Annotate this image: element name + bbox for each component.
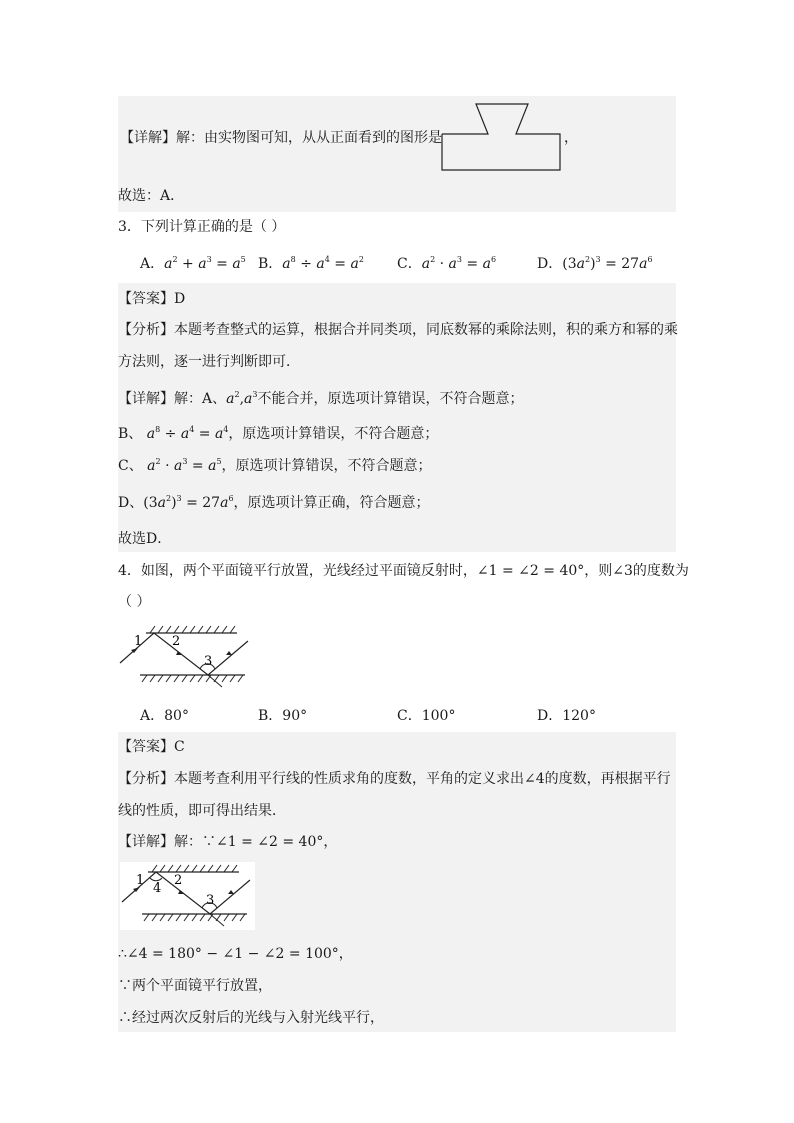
- q3-analysis-2: 方法则，逐一进行判断即可．: [118, 354, 300, 370]
- q4-option-b-label: B．: [258, 708, 283, 724]
- detail-text: 【详解】解：由实物图可知，从从正面看到的图形是: [120, 130, 442, 146]
- q3-detail-b-suffix: ，原选项计算错误，不符合题意；: [228, 426, 439, 442]
- mirror-figure-1: [120, 625, 250, 689]
- q3-detail-c-prefix: C、: [118, 458, 143, 474]
- q3-option-a-label: A．: [140, 256, 165, 272]
- mirror-figure-2: [122, 864, 252, 928]
- q3-stem: 3．下列计算正确的是（ ）: [118, 219, 286, 235]
- q3-answer: 【答案】D: [118, 291, 186, 307]
- q3-analysis-1: 【分析】本题考查整式的运算，根据合并同类项，同底数幂的乘除法则，积的乘方和幂的乘: [118, 322, 678, 338]
- q4-option-d: [537, 706, 596, 726]
- q3-option-c-label: C．: [397, 256, 422, 272]
- q4-option-b: [258, 706, 307, 726]
- q4-stem-tail: ，则∠3的度数为: [584, 563, 689, 579]
- q3-detail-c: C、 $a^2 \cdot a^3 = a^5$，原选项计算错误，不符合题意；: [118, 457, 432, 474]
- detail-suffix: ，: [564, 130, 578, 146]
- fig1-label-2: 2: [172, 634, 181, 649]
- q4-stem-2: （ ）: [118, 594, 151, 610]
- q3-option-a: A．$a^2 + a^3 = a^5$: [140, 255, 246, 272]
- q4-option-b-value: 90°: [282, 708, 308, 724]
- detail-line-top: [120, 128, 442, 148]
- q3-detail-d: D、$(3a^2)^3 = 27a^6$，原选项计算正确，符合题意；: [118, 494, 430, 511]
- front-view-figure: [442, 104, 562, 170]
- q3-detail-c-suffix: ，原选项计算错误，不符合题意；: [221, 458, 432, 474]
- fig2-label-2: 2: [174, 873, 183, 888]
- fig2-label-1: 1: [136, 873, 145, 888]
- fig2-label-3: 3: [206, 893, 215, 908]
- fig1-label-3: 3: [204, 654, 213, 669]
- q3-detail-d-suffix: ，原选项计算正确，符合题意；: [233, 495, 430, 511]
- q4-detail-1: 【详解】解：∵∠1 = ∠2 = 40°，: [118, 834, 338, 850]
- q4-answer: 【答案】C: [118, 739, 185, 755]
- q4-option-c-value: 100°: [421, 708, 456, 724]
- q3-option-d-label: D．: [537, 256, 563, 272]
- q4-option-d-value: 120°: [562, 708, 596, 724]
- q4-stem-math: ∠1 = ∠2 = 40°: [476, 563, 585, 579]
- q4-option-a-value: 80°: [164, 708, 189, 724]
- q3-choose: 故选D．: [118, 531, 172, 547]
- q4-option-a-label: A．: [140, 708, 165, 724]
- q4-analysis-1: 【分析】本题考查利用平行线的性质求角的度数，平角的定义求出∠4的度数，再根据平行: [118, 771, 671, 787]
- q3-option-c: C．$a^2 \cdot a^3 = a^6$: [397, 255, 497, 272]
- q3-option-b: B．$a^8 \div a^4 = a^2$: [258, 255, 364, 272]
- q3-option-b-label: B．: [258, 256, 283, 272]
- fig1-label-1: 1: [134, 634, 143, 649]
- q4-stem-text: 4．如图，两个平面镜平行放置，光线经过平面镜反射时，: [118, 563, 477, 579]
- answer-shade-1: [118, 96, 676, 212]
- q4-analysis-2: 线的性质，即可得出结果．: [118, 803, 286, 819]
- q3-detail-b-prefix: B、: [118, 426, 143, 442]
- q4-stem-1: [118, 561, 689, 581]
- q4-option-d-label: D．: [537, 708, 563, 724]
- q3-option-d: D．$(3a^2)^3 = 27a^6$: [537, 255, 653, 272]
- q3-detail-d-prefix: D、: [118, 495, 144, 511]
- q4-option-c: [397, 706, 455, 726]
- q3-detail-a-suffix: 不能合并，原选项计算错误，不符合题意；: [257, 391, 524, 407]
- q4-because: ∵两个平面镜平行放置，: [118, 978, 272, 994]
- q3-detail-b: B、 $a^8 \div a^4 = a^4$，原选项计算错误，不符合题意；: [118, 425, 439, 442]
- q3-detail-a: 【详解】解：A、$a^2,a^3$不能合并，原选项计算错误，不符合题意；: [118, 390, 524, 407]
- q4-option-c-label: C．: [397, 708, 422, 724]
- q4-option-a: [140, 706, 189, 726]
- fig2-label-4: 4: [153, 881, 162, 896]
- choose-a: 故选：A．: [118, 188, 185, 204]
- q4-therefore: ∴经过两次反射后的光线与入射光线平行，: [118, 1010, 384, 1026]
- q3-detail-a-prefix: 【详解】解：A、: [118, 391, 227, 407]
- q4-calc: ∴∠4 = 180° − ∠1 − ∠2 = 100°，: [118, 946, 353, 962]
